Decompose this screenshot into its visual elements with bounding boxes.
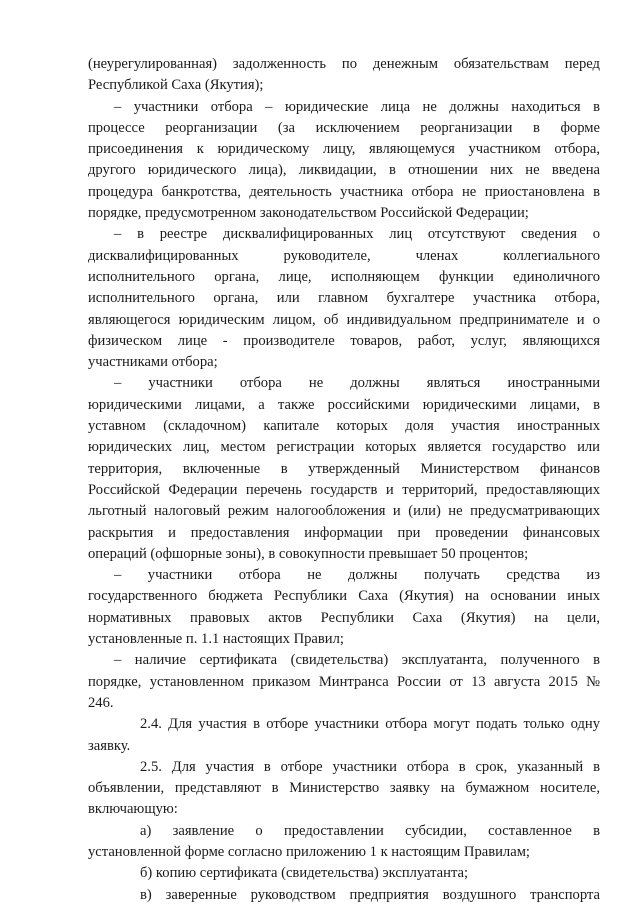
text-line: Республикой Саха (Якутия);	[88, 77, 264, 94]
section-2-4-line: 2.4. Для участия в отборе участники отбора могут подать только одну	[140, 716, 600, 733]
text-line: установленной форме согласно приложению 1 к настоящим Правилам;	[88, 843, 530, 860]
text-line: территория, включенные в утвержденный Министерством финансов	[88, 460, 600, 477]
text-line: раскрытия и предоставления информации при проведении финансовых	[88, 524, 600, 541]
text-line: исполнительного органа, или главном бухгалтере участника отбора,	[88, 290, 600, 307]
text-line: Российской Федерации перечень государств и территорий, предоставляющих	[88, 481, 600, 498]
text-line: другого юридического лица), ликвидации, в отношении них не введена	[88, 162, 600, 179]
text-line: нормативных правовых актов Республики Саха (Якутия) на цели,	[88, 609, 600, 626]
text-line: юридических лиц, местом регистрации которых является государство или	[88, 439, 600, 456]
text-line: физическом лице - производителе товаров, работ, услуг, являющихся	[88, 332, 600, 349]
text-line: – участники отбора не должны являться иностранными	[114, 375, 600, 392]
text-line: процедура банкротства, деятельность участника отбора не приостановлена в	[88, 183, 600, 200]
text-line: установленные п. 1.1 настоящих Правил;	[88, 631, 344, 648]
text-line: – участники отбора – юридические лица не должны находиться в	[114, 98, 600, 115]
list-item-c: в) заверенные руководством предприятия воздушного транспорта	[140, 886, 600, 903]
text-line: порядке, установленном приказом Минтранса России от 13 августа 2015 №	[88, 673, 600, 690]
list-item-b: б) копию сертификата (свидетельства) эксплуатанта;	[140, 865, 469, 882]
text-line: объявлении, представляют в Министерство заявку на бумажном носителе,	[88, 780, 600, 797]
text-line: дисквалифицированных руководителе, членах коллегиального	[88, 247, 600, 264]
text-line: – в реестре дисквалифицированных лиц отсутствуют сведения о	[114, 226, 600, 243]
text-line: включающую:	[88, 801, 178, 818]
list-item-a: а) заявление о предоставлении субсидии, составленное в	[140, 822, 600, 839]
text-line: юридическими лицами, а также российскими юридическими лицами, в	[88, 396, 600, 413]
section-2-5-line: 2.5. Для участия в отборе участники отбора в срок, указанный в	[140, 758, 600, 775]
text-line: уставном (складочном) капитале которых доля участия иностранных	[88, 418, 600, 435]
text-line: являющегося юридическим лицом, об индивидуальном предпринимателе и о	[88, 311, 600, 328]
text-line: операций (офшорные зоны), в совокупности превышает 50 процентов;	[88, 545, 529, 562]
text-line: участниками отбора;	[88, 354, 218, 371]
text-line: порядке, предусмотренном законодательством Российской Федерации;	[88, 205, 529, 222]
text-line: – наличие сертификата (свидетельства) эксплуатанта, полученного в	[114, 652, 600, 669]
text-line: заявку.	[88, 737, 131, 754]
text-line: льготный налоговый режим налогообложения и (или) не предусматривающих	[88, 503, 600, 520]
document-page	[88, 54, 600, 906]
text-line: 246.	[88, 694, 114, 711]
text-line: – участники отбора не должны получать средства из	[114, 567, 600, 584]
text-line: государственного бюджета Республики Саха (Якутия) на основании иных	[88, 588, 600, 605]
text-line: присоединения к юридическому лицу, являющемуся участником отбора,	[88, 141, 600, 158]
text-line: (неурегулированная) задолженность по денежным обязательствам перед	[88, 56, 600, 72]
text-line: исполнительного органа, лице, исполняющем функции единоличного	[88, 268, 600, 285]
text-line: процессе реорганизации (за исключением реорганизации в форме	[88, 119, 600, 136]
